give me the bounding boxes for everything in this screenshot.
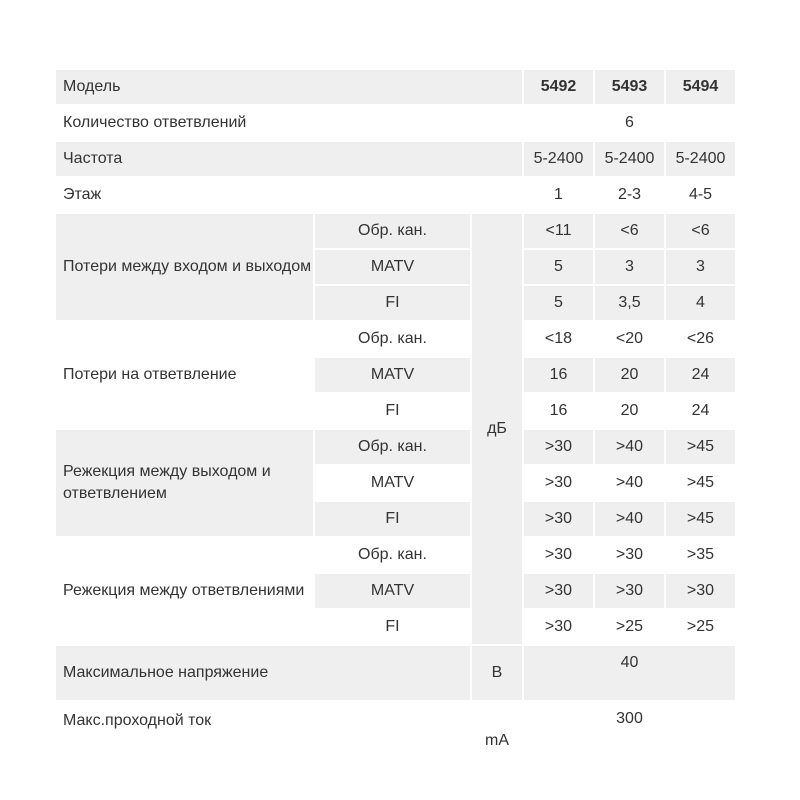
table-cell: >30 <box>524 574 593 608</box>
unit-db: дБ <box>472 214 522 644</box>
floor-label: Этаж <box>63 186 102 203</box>
sub-label: FI <box>315 502 470 536</box>
floor-value: 4-5 <box>688 186 713 203</box>
table-cell: 24 <box>691 402 710 419</box>
table-cell: >30 <box>544 618 573 635</box>
frequency-value: 5-2400 <box>666 142 735 176</box>
table-cell: 24 <box>666 358 735 392</box>
spec-table <box>54 68 737 758</box>
table-cell: >40 <box>615 474 644 491</box>
group-label-input-output-loss: Потери между входом и выходом <box>56 214 313 320</box>
table-cell: >35 <box>686 546 715 563</box>
row-max-current <box>56 702 735 756</box>
table-row <box>56 430 735 464</box>
row-model <box>56 70 735 104</box>
table-cell: 16 <box>549 402 568 419</box>
row-max-voltage <box>56 646 735 700</box>
table-cell: 4 <box>666 286 735 320</box>
sub-label: Обр. кан. <box>315 214 470 248</box>
frequency-value: 5-2400 <box>595 142 664 176</box>
sub-label: FI <box>385 618 400 635</box>
table-row <box>56 538 735 572</box>
table-cell: >25 <box>615 618 644 635</box>
table-cell: 20 <box>595 358 664 392</box>
table-cell: 5 <box>524 286 593 320</box>
row-taps-count <box>56 106 735 140</box>
table-cell: >30 <box>524 502 593 536</box>
sub-label: Обр. кан. <box>358 330 427 347</box>
taps-count-value: 6 <box>625 114 634 131</box>
group-label-tap-tap-isolation: Режекция между ответвлениями <box>63 582 305 599</box>
table-cell: >30 <box>666 574 735 608</box>
table-cell: <6 <box>666 214 735 248</box>
table-cell: >45 <box>666 430 735 464</box>
table-cell: <6 <box>595 214 664 248</box>
group-label-output-tap-isolation: Режекция между выходом и ответвлением <box>56 430 313 536</box>
group-label-tap-loss: Потери на ответвление <box>63 366 237 383</box>
table-cell: 3 <box>595 250 664 284</box>
row-frequency <box>56 142 735 176</box>
table-cell: >25 <box>686 618 715 635</box>
table-cell: >40 <box>595 502 664 536</box>
table-cell: >45 <box>666 502 735 536</box>
table-cell: 20 <box>620 402 639 419</box>
max-voltage-unit: В <box>472 646 522 700</box>
table-cell: >30 <box>615 546 644 563</box>
table-cell: >40 <box>595 430 664 464</box>
table-row <box>56 322 735 356</box>
max-voltage-value: 40 <box>524 646 735 700</box>
model-5493: 5493 <box>595 70 664 104</box>
table-cell: >30 <box>544 546 573 563</box>
taps-count-label: Количество ответвлений <box>63 114 247 131</box>
max-voltage-label: Максимальное напряжение <box>56 646 470 700</box>
table-cell: 5 <box>524 250 593 284</box>
floor-value: 1 <box>554 186 563 203</box>
sub-label: Обр. кан. <box>315 430 470 464</box>
table-cell: <11 <box>524 214 593 248</box>
sub-label: MATV <box>315 358 470 392</box>
model-label: Модель <box>56 70 522 104</box>
sub-label: MATV <box>315 574 470 608</box>
table-cell: >30 <box>524 430 593 464</box>
max-current-unit: mA <box>485 732 509 749</box>
sub-label: FI <box>385 402 400 419</box>
floor-value: 2-3 <box>617 186 642 203</box>
model-5492: 5492 <box>524 70 593 104</box>
table-cell: <18 <box>544 330 573 347</box>
table-row <box>56 214 735 248</box>
table-cell: >45 <box>686 474 715 491</box>
sub-label: MATV <box>370 474 415 491</box>
model-5494: 5494 <box>666 70 735 104</box>
frequency-value: 5-2400 <box>524 142 593 176</box>
table-cell: >30 <box>544 474 573 491</box>
table-cell: <20 <box>615 330 644 347</box>
max-current-label: Макс.проходной ток <box>63 712 212 729</box>
table-cell: >30 <box>595 574 664 608</box>
table-cell: <26 <box>686 330 715 347</box>
row-floor <box>56 178 735 212</box>
table-cell: 3,5 <box>595 286 664 320</box>
table-cell: 16 <box>524 358 593 392</box>
frequency-label: Частота <box>56 142 522 176</box>
table-cell: 3 <box>666 250 735 284</box>
sub-label: Обр. кан. <box>358 546 427 563</box>
sub-label: MATV <box>315 250 470 284</box>
sub-label: FI <box>315 286 470 320</box>
max-current-value: 300 <box>616 710 643 727</box>
